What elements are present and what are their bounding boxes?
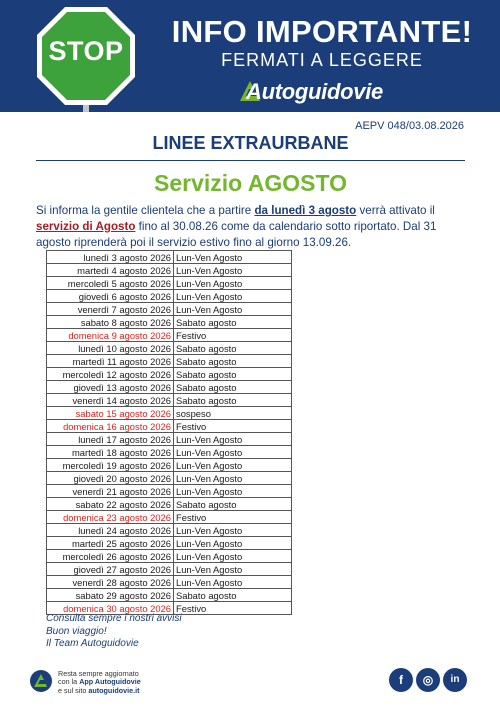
website-link[interactable]: autoguidovie.it <box>88 685 140 695</box>
calendar-service: Lun-Ven Agosto <box>174 524 292 537</box>
calendar-row <box>47 290 292 303</box>
footer-line-3-prefix: e sul sito <box>58 685 89 695</box>
calendar-row <box>47 394 292 407</box>
calendar-service: Sabato agosto <box>174 589 292 602</box>
calendar-date: giovedì 6 agosto 2026 <box>47 290 174 303</box>
calendar-row <box>47 329 292 342</box>
calendar-row <box>47 446 292 459</box>
calendar-service: Sabato agosto <box>174 498 292 511</box>
calendar-service: Festivo <box>174 602 292 615</box>
calendar-service: Sabato agosto <box>174 394 292 407</box>
footer-line-2-prefix: con la <box>58 677 80 687</box>
app-link[interactable]: App Autoguidovie <box>79 677 141 687</box>
calendar-row <box>47 368 292 381</box>
calendar-service: Sabato agosto <box>174 342 292 355</box>
footer-text <box>58 670 141 695</box>
calendar-service: Festivo <box>174 420 292 433</box>
divider <box>36 160 465 161</box>
calendar-row <box>47 459 292 472</box>
calendar-service: sospeso <box>174 407 292 420</box>
calendar-service: Lun-Ven Agosto <box>174 251 292 264</box>
notice-reference: AEPV 048/03.08.2026 <box>355 120 464 132</box>
calendar-service: Lun-Ven Agosto <box>174 459 292 472</box>
calendar-date: mercoledì 19 agosto 2026 <box>47 459 174 472</box>
calendar-service: Sabato agosto <box>174 381 292 394</box>
calendar-row <box>47 511 292 524</box>
notice-part-2: verrà attivato il <box>356 204 435 217</box>
calendar-row <box>47 420 292 433</box>
calendar-date: martedì 4 agosto 2026 <box>47 264 174 277</box>
calendar-service: Festivo <box>174 511 292 524</box>
calendar-row <box>47 537 292 550</box>
calendar-table <box>46 250 292 615</box>
calendar-date: sabato 29 agosto 2026 <box>47 589 174 602</box>
closing-line-1: Consulta sempre i nostri avvisi <box>46 613 182 624</box>
calendar-row <box>47 277 292 290</box>
calendar-date: sabato 15 agosto 2026 <box>47 407 174 420</box>
calendar-row <box>47 407 292 420</box>
calendar-date: lunedì 17 agosto 2026 <box>47 433 174 446</box>
notice-part-3: fino al 30.08.26 come da calendario sotto riportato. Dal 31 agosto riprenderà poi il servizio estivo fino al giorno 13.09.26. <box>36 220 437 249</box>
calendar-row <box>47 303 292 316</box>
calendar-row <box>47 251 292 264</box>
calendar-date: martedì 18 agosto 2026 <box>47 446 174 459</box>
calendar-service: Lun-Ven Agosto <box>174 446 292 459</box>
calendar-row <box>47 563 292 576</box>
notice-highlight-service: servizio di Agosto <box>36 220 136 233</box>
stop-label: STOP <box>48 36 124 66</box>
calendar-date: mercoledì 5 agosto 2026 <box>47 277 174 290</box>
calendar-service: Lun-Ven Agosto <box>174 303 292 316</box>
calendar-row <box>47 498 292 511</box>
calendar-service: Lun-Ven Agosto <box>174 264 292 277</box>
facebook-icon[interactable]: f <box>389 668 413 692</box>
calendar-service: Lun-Ven Agosto <box>174 277 292 290</box>
calendar-service: Sabato agosto <box>174 316 292 329</box>
calendar-row <box>47 342 292 355</box>
calendar-service: Lun-Ven Agosto <box>174 472 292 485</box>
calendar-date: martedì 25 agosto 2026 <box>47 537 174 550</box>
calendar-date: martedì 11 agosto 2026 <box>47 355 174 368</box>
calendar-date: lunedì 24 agosto 2026 <box>47 524 174 537</box>
calendar-date: domenica 23 agosto 2026 <box>47 511 174 524</box>
calendar-row <box>47 589 292 602</box>
calendar-date: lunedì 3 agosto 2026 <box>47 251 174 264</box>
instagram-icon[interactable]: ◎ <box>416 668 440 692</box>
linkedin-icon[interactable]: in <box>443 668 467 692</box>
app-mark-icon <box>30 670 52 692</box>
calendar-service: Sabato agosto <box>174 368 292 381</box>
calendar-row <box>47 550 292 563</box>
calendar-date: giovedì 13 agosto 2026 <box>47 381 174 394</box>
notice-highlight-start: da lunedì 3 agosto <box>254 204 357 217</box>
calendar-date: sabato 8 agosto 2026 <box>47 316 174 329</box>
calendar-body <box>47 251 292 615</box>
notice-text <box>36 203 466 251</box>
closing-line-2: Buon viaggio! <box>46 625 107 637</box>
calendar-row <box>47 433 292 446</box>
calendar-row <box>47 355 292 368</box>
calendar-date: giovedì 20 agosto 2026 <box>47 472 174 485</box>
calendar-service: Lun-Ven Agosto <box>174 290 292 303</box>
calendar-service: Lun-Ven Agosto <box>174 485 292 498</box>
calendar-date: sabato 22 agosto 2026 <box>47 498 174 511</box>
calendar-date: lunedì 10 agosto 2026 <box>47 342 174 355</box>
footer-line-1: Resta sempre aggiornato <box>58 669 139 678</box>
closing-line-3: Il Team Autoguidovie <box>46 638 139 649</box>
calendar-service: Lun-Ven Agosto <box>174 537 292 550</box>
calendar-date: giovedì 27 agosto 2026 <box>47 563 174 576</box>
closing-text <box>46 613 182 651</box>
info-subtitle: FERMATI A LEGGERE <box>221 50 423 70</box>
calendar-service: Festivo <box>174 329 292 342</box>
calendar-date: domenica 16 agosto 2026 <box>47 420 174 433</box>
service-title: Servizio AGOSTO <box>154 170 347 196</box>
calendar-service: Lun-Ven Agosto <box>174 563 292 576</box>
calendar-date: domenica 30 agosto 2026 <box>47 602 174 615</box>
calendar-row <box>47 472 292 485</box>
calendar-row <box>47 381 292 394</box>
notice-part-1: Si informa la gentile clientela che a partire <box>36 204 255 217</box>
calendar-row <box>47 264 292 277</box>
calendar-date: mercoledì 26 agosto 2026 <box>47 550 174 563</box>
calendar-service: Lun-Ven Agosto <box>174 433 292 446</box>
calendar-service: Sabato agosto <box>174 355 292 368</box>
calendar-row <box>47 524 292 537</box>
calendar-date: venerdì 28 agosto 2026 <box>47 576 174 589</box>
info-title: INFO IMPORTANTE! <box>171 14 473 49</box>
footer-line-3 <box>58 687 141 695</box>
brand-logo <box>238 78 408 104</box>
calendar-row <box>47 485 292 498</box>
app-logo-icon <box>30 670 52 692</box>
calendar-date: venerdì 7 agosto 2026 <box>47 303 174 316</box>
brand-name: Autoguidovie <box>246 79 383 104</box>
calendar-date: venerdì 14 agosto 2026 <box>47 394 174 407</box>
calendar-service: Lun-Ven Agosto <box>174 550 292 563</box>
calendar-row <box>47 576 292 589</box>
section-title: LINEE EXTRAURBANE <box>152 133 349 153</box>
calendar-date: domenica 9 agosto 2026 <box>47 329 174 342</box>
calendar-date: mercoledì 12 agosto 2026 <box>47 368 174 381</box>
calendar-row <box>47 316 292 329</box>
calendar-service: Lun-Ven Agosto <box>174 576 292 589</box>
calendar-date: venerdì 21 agosto 2026 <box>47 485 174 498</box>
